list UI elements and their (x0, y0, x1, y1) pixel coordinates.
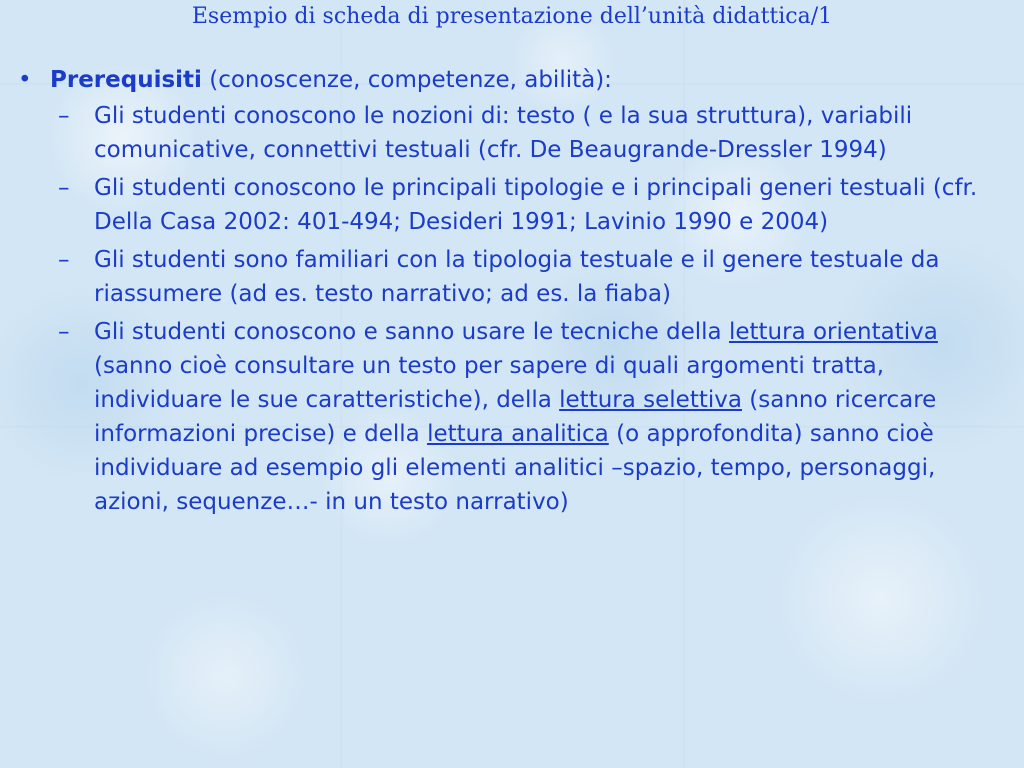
bullet-icon: • (18, 67, 32, 93)
list-item (58, 315, 980, 519)
list-item-text (94, 315, 980, 519)
text-segment: (sanno ricercare informazioni precise) e della (94, 387, 937, 447)
list-item (58, 171, 980, 239)
dash-icon: – (58, 175, 70, 201)
slide-content (18, 64, 980, 523)
prerequisites-bullet (18, 64, 980, 97)
list-item-text: Gli studenti sono familiari con la tipologia testuale e il genere testuale da riassumere (ad es. testo narrativo; ad es. la fiaba) (94, 247, 940, 307)
link-lettura-orientativa[interactable]: lettura orientativa (728, 319, 938, 345)
list-item-text: Gli studenti conoscono le nozioni di: testo ( e la sua struttura), variabili comunicative, connettivi testuali (cfr. De Beaugrande-Dressler 1994) (94, 103, 913, 163)
list-item (58, 243, 980, 311)
prerequisites-subtitle: (conoscenze, competenze, abilità): (201, 67, 612, 93)
link-lettura-analitica[interactable]: lettura analitica (427, 421, 609, 447)
text-segment: (o approfondita) sanno cioè individuare ad esempio gli elementi analitici –spazio, tempo, personaggi, azioni, sequenze…- in un testo narrativo) (94, 421, 936, 515)
dash-icon: – (58, 247, 70, 273)
text-segment: Gli studenti conoscono e sanno usare le tecniche della (94, 319, 729, 345)
list-item-text: Gli studenti conoscono le principali tipologie e i principali generi testuali (cfr. Della Casa 2002: 401-494; Desideri 1991; Lavinio 1990 e 2004) (94, 175, 978, 235)
text-segment: (sanno cioè consultare un testo per sapere di quali argomenti tratta, individuare le sue caratteristiche), della (94, 353, 885, 413)
slide-title: Esempio di scheda di presentazione dell’unità didattica/1 (191, 4, 833, 29)
dash-icon: – (58, 103, 70, 129)
list-item (58, 99, 980, 167)
prerequisites-line (50, 64, 612, 97)
prerequisites-heading: Prerequisiti (50, 67, 202, 93)
dash-icon: – (58, 319, 70, 345)
link-lettura-selettiva[interactable]: lettura selettiva (559, 387, 742, 413)
prerequisites-list (58, 99, 980, 519)
